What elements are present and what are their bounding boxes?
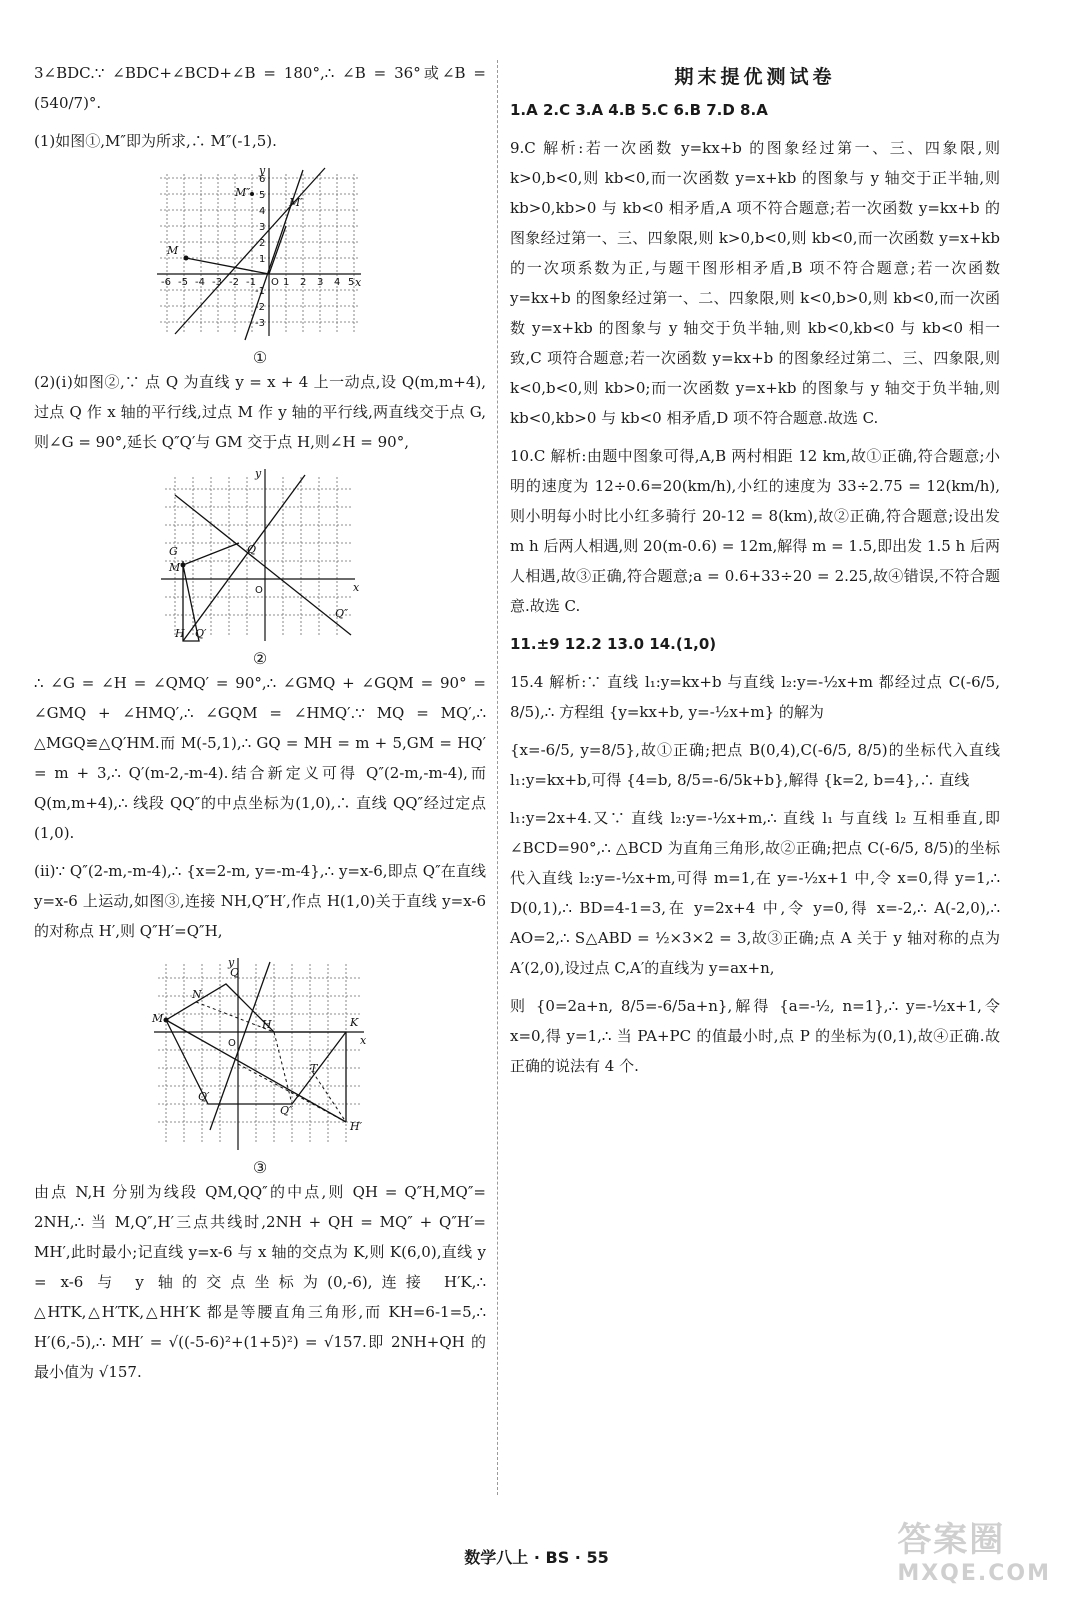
figure-3 xyxy=(150,954,370,1154)
figure-2-label-m: M xyxy=(169,561,181,574)
figure-2-label-q1: Q′ xyxy=(195,627,207,640)
right-column xyxy=(510,58,1000,1089)
answer-15-part-d: 则 {0=2a+n, 8/5=-6/5a+n},解得 {a=-½, n=1},∴ y=-½x+1,令 x=0,得 y=1,∴ 当 PA+PC 的值最小时,点 P 的坐标为(0,1),故④正确.故正确的说法有 4 个. xyxy=(510,997,1000,1075)
x-tick: -6 xyxy=(161,277,171,288)
figure-2-point-m xyxy=(181,563,186,568)
figure-3-origin: O xyxy=(228,1038,236,1049)
x-tick: -4 xyxy=(195,277,205,288)
figure-1 xyxy=(155,164,365,344)
figure-1-label-m: M xyxy=(167,244,179,257)
answers-11-14: 11.±9 12.2 13.0 14.(1,0) xyxy=(510,635,717,653)
figure-3-label-m: M xyxy=(152,1012,164,1025)
figure-3-line-mh xyxy=(166,1020,346,1122)
y-tick: -2 xyxy=(255,302,265,313)
figure-1-origin: O xyxy=(271,277,279,288)
figure-1-point-m xyxy=(184,256,189,261)
figure-2-origin: O xyxy=(255,585,263,596)
figure-3-label-t: T xyxy=(310,1062,318,1075)
left-paragraph-3: ∴ ∠G = ∠H = ∠QMQ′ = 90°,∴ ∠GMQ + ∠GQM = 90° = ∠GMQ + ∠HMQ′,∴ ∠GQM = ∠HMQ′.∵ MQ = MQ′,∴ △MGQ≌△Q′HM.而 M(-5,1),∴ GQ = MH = m + 5,GM = HQ′ = m + 3,∴ Q′(m-2,-m-4).结合新定义可得 Q″(2-m,-m-4),而 Q(m,m+4),∴ 线段 QQ″的中点坐标为(1,0),∴ 直线 QQ″经过定点(1,0). xyxy=(34,674,486,842)
figure-2-label-q2: Q″ xyxy=(335,607,349,620)
figure-3-x-label: x xyxy=(360,1034,367,1047)
x-tick: -1 xyxy=(246,277,256,288)
figure-3-line-c xyxy=(210,962,270,1130)
y-tick: -1 xyxy=(255,286,265,297)
figure-1-y-ticks xyxy=(255,174,265,329)
x-tick: 3 xyxy=(317,277,324,288)
figure-3-label-k: K xyxy=(350,1016,359,1029)
left-paragraph-5: 由点 N,H 分别为线段 QM,QQ″的中点,则 QH = Q″H,MQ″= 2NH,∴ 当 M,Q″,H′三点共线时,2NH + QH = MQ″ + Q″H′= MH′,此时最小;记直线 y=x-6 与 x 轴的交点为 K,则 K(6,0),直线 y = x-6 与 y 轴的交点坐标为(0,-6),连接 H′K,∴ △HTK,△H′TK,△HH′K 都是等腰直角三角形,而 KH=6-1=5,∴ H′(6,-5),∴ MH′ = √((-5-6)²+(1+5)²) = √157.即 2NH+QH 的最小值为 √157. xyxy=(34,1183,486,1381)
watermark-line-1: 答案圈 xyxy=(897,1520,1006,1560)
figure-2-label-q: Q xyxy=(247,543,257,556)
figure-3-label-n: N xyxy=(192,988,202,1001)
figure-3-y-label: y xyxy=(228,956,235,969)
page-footer: 数学八上 · BS · 55 xyxy=(464,1548,609,1567)
answer-15-part-c: l₁:y=2x+4.又∵ 直线 l₂:y=-½x+m,∴ 直线 l₁ 与直线 l₂ 互相垂直,即∠BCD=90°,∴ △BCD 为直角三角形,故②正确;把点 C(-6/5, 8/5)的坐标代入直线 l₂:y=-½x+m,可得 m=1,在 y=-½x+1 中,令 x=0,得 y=1,∴ D(0,1),∴ BD=4-1=3,在 y=2x+4 中,令 y=0,得 x=-2,∴ A(-2,0),∴ AO=2,∴ S△ABD = ½×3×2 = 3,故③正确;点 A 关于 y 轴对称的点为 A′(2,0),设过点 C,A′的直线为 y=ax+n, xyxy=(510,809,1000,977)
left-paragraph-0: 3∠BDC.∵ ∠BDC+∠BCD+∠B = 180°,∴ ∠B = 36°或∠B = (540/7)°. xyxy=(34,64,486,112)
answer-10: 10.C 解析:由题中图象可得,A,B 两村相距 12 km,故①正确,符合题意;小明的速度为 12÷0.6=20(km/h),小红的速度为 33÷2.75 = 12(km/h),则小明每小时比小红多骑行 20-12 = 8(km),故②正确,符合题意;设出发 m h 后两人相遇,则 20(m-0.6) = 12m,解得 m = 1.5,即出发 1.5 h 后两人相遇,故③正确,符合题意;a = 0.6+33÷20 = 2.25,故④错误,不符合题意.故选 C. xyxy=(510,447,1000,615)
figure-1-x-label: x xyxy=(355,276,362,289)
figure-1-y-label: y xyxy=(259,164,266,177)
figure-1-label-m1: M′ xyxy=(289,196,303,209)
figure-3-label-q: Q xyxy=(230,966,240,979)
x-tick: -2 xyxy=(229,277,239,288)
figure-2-label-h: H xyxy=(175,627,185,640)
figure-2-label-g: G xyxy=(169,545,178,558)
figure-1-label-m2: M″ xyxy=(235,186,251,199)
figure-3-caption: ③ xyxy=(252,1158,268,1177)
figure-3-label-h: H xyxy=(262,1018,272,1031)
left-column xyxy=(34,58,486,1395)
x-tick: 2 xyxy=(300,277,307,288)
left-paragraph-1: (1)如图①,M″即为所求,∴ M″(-1,5). xyxy=(34,132,277,150)
answer-15-part-a: 15.4 解析:∵ 直线 l₁:y=kx+b 与直线 l₂:y=-½x+m 都经过点 C(-6/5, 8/5),∴ 方程组 {y=kx+b, y=-½x+m} 的解为 xyxy=(510,673,1000,721)
figure-2-line-a xyxy=(175,495,351,635)
column-divider xyxy=(497,60,498,1495)
y-tick: 5 xyxy=(259,190,266,201)
figure-2-y-label: y xyxy=(255,467,262,480)
figure-1-caption: ① xyxy=(252,348,268,367)
x-tick: 1 xyxy=(283,277,290,288)
figure-3-point-m xyxy=(164,1018,169,1023)
figure-3-label-h1: H′ xyxy=(350,1120,363,1133)
x-tick: -5 xyxy=(178,277,188,288)
left-paragraph-2: (2)(ⅰ)如图②,∵ 点 Q 为直线 y = x + 4 上一动点,设 Q(m,m+4),过点 Q 作 x 轴的平行线,过点 M 作 y 轴的平行线,两直线交于点 G,则∠G = 90°,延长 Q″Q′与 GM 交于点 H,则∠H = 90°, xyxy=(34,373,486,451)
left-paragraph-4: (ⅱ)∵ Q″(2-m,-m-4),∴ {x=2-m, y=-m-4},∴ y=x-6,即点 Q″在直线 y=x-6 上运动,如图③,连接 NH,Q″H′,作点 H(1,0)关于直线 y=x-6 的对称点 H′,则 Q″H′=Q″H, xyxy=(34,862,486,940)
y-tick: 4 xyxy=(259,206,266,217)
y-tick: 1 xyxy=(259,254,266,265)
answer-9: 9.C 解析:若一次函数 y=kx+b 的图象经过第一、三、四象限,则 k>0,b<0,则 kb<0,而一次函数 y=x+kb 的图象与 y 轴交于正半轴,则 kb>0,kb>0 与 kb<0 相矛盾,A 项不符合题意;若一次函数 y=kx+b 的图象经过第一、三、四象限,则 k>0,b<0,则 kb<0,而一次函数 y=x+kb 的一次项系数为正,与题干图形相矛盾,B 项不符合题意;若一次函数 y=kx+b 的图象经过第一、二、四象限,则 k<0,b>0,则 kb<0,而一次函数 y=x+kb 的图象与 y 轴交于负半轴,则 kb<0,kb<0 与 kb<0 相一致,C 项符合题意;若一次函数 y=kx+b 的图象经过第二、三、四象限,则 k<0,b<0,则 kb>0;而一次函数 y=x+kb 的图象与 y 轴交于负半轴,则 kb<0,kb>0 与 kb<0 相矛盾,D 项不符合题意.故选 C. xyxy=(510,139,1000,427)
figure-3-dashed-a xyxy=(196,1002,292,1104)
watermark-logo xyxy=(897,1512,1051,1586)
x-tick: 5 xyxy=(348,277,355,288)
figure-1-point-m2 xyxy=(250,192,254,196)
figure-2-caption: ② xyxy=(252,649,268,668)
watermark-line-2: MXQE.COM xyxy=(897,1561,1051,1586)
y-tick: 6 xyxy=(259,174,266,185)
y-tick: 2 xyxy=(259,238,266,249)
answer-15-part-b: {x=-6/5, y=8/5},故①正确;把点 B(0,4),C(-6/5, 8/5)的坐标代入直线 l₁:y=kx+b,可得 {4=b, 8/5=-6/5k+b},解得 {k=2, b=4},∴ 直线 xyxy=(510,741,1000,789)
figure-3-label-q1: Q′ xyxy=(198,1090,210,1103)
y-tick: -3 xyxy=(255,318,265,329)
figure-3-label-q2: Q″ xyxy=(280,1104,294,1117)
figure-2-x-label: x xyxy=(353,581,360,594)
answers-1-8: 1.A 2.C 3.A 4.B 5.C 6.B 7.D 8.A xyxy=(510,101,768,119)
x-tick: -3 xyxy=(212,277,222,288)
section-title: 期末提优测试卷 xyxy=(674,66,836,88)
y-tick: 3 xyxy=(259,222,266,233)
figure-2 xyxy=(155,465,365,645)
x-tick: 4 xyxy=(334,277,341,288)
